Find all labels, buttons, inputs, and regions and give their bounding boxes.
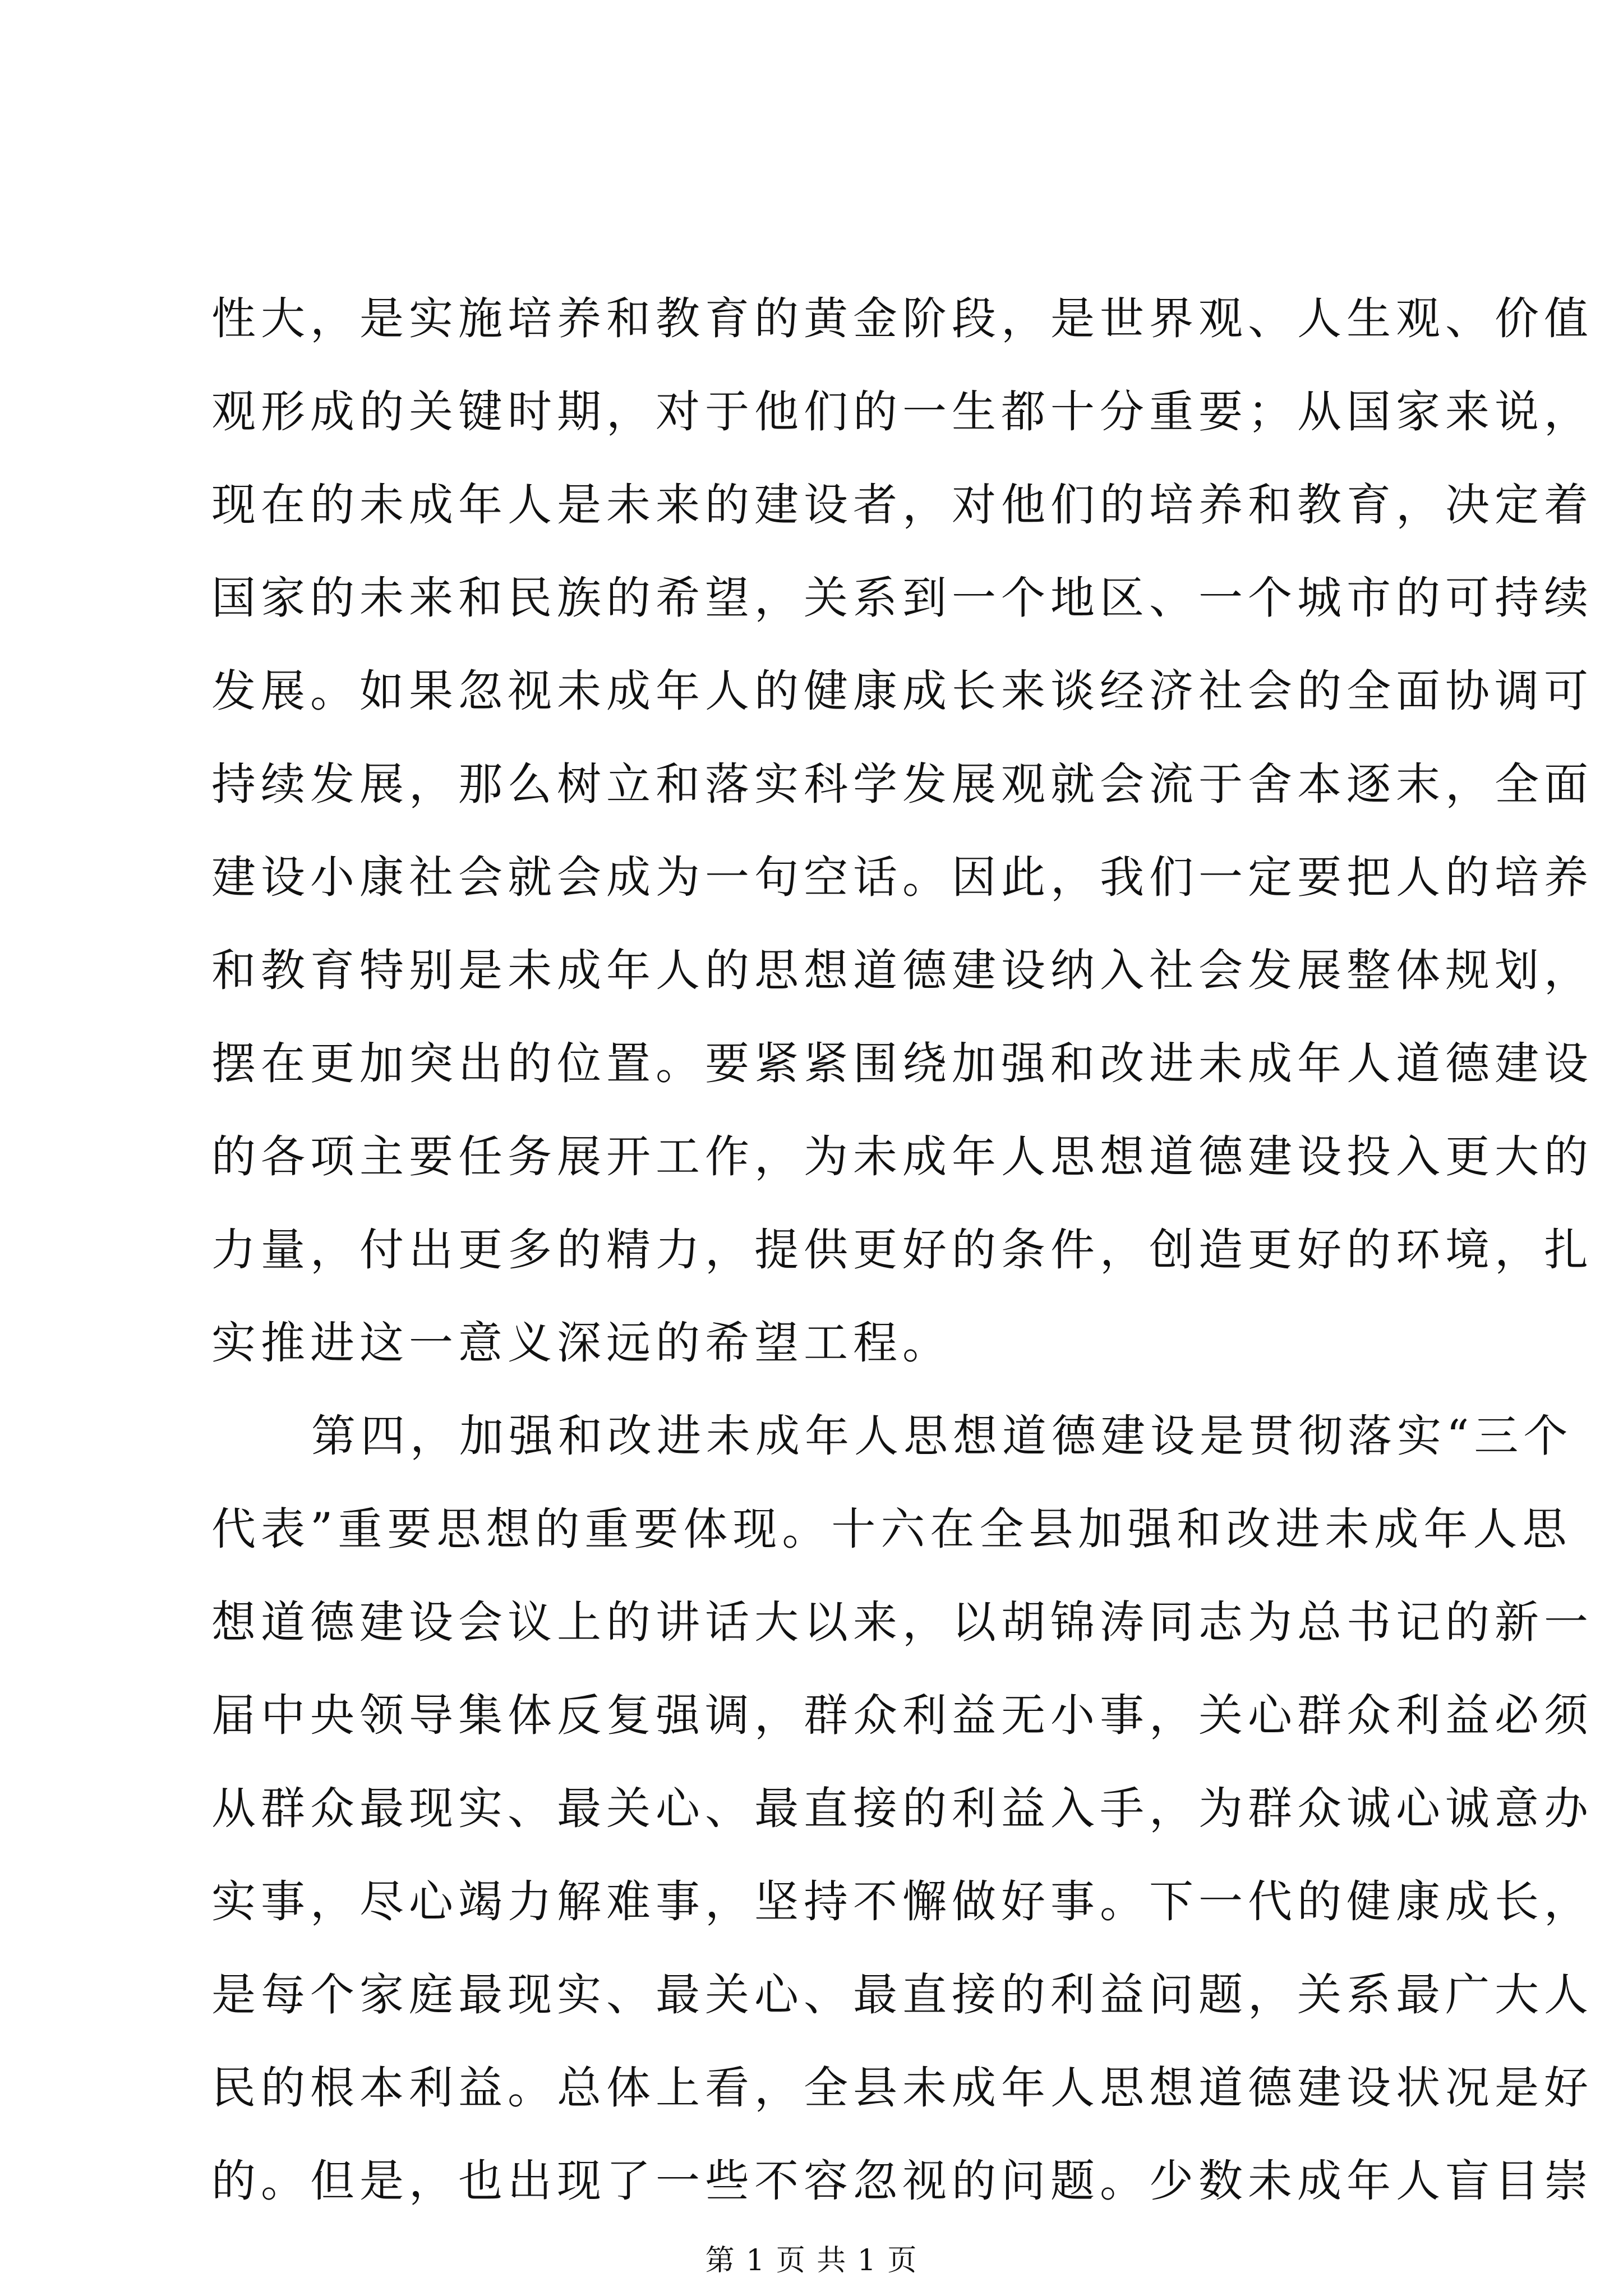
text-line: 实事，尽心竭力解难事，坚持不懈做好事。下一代的健康成长，	[211, 1876, 1593, 1927]
text-line: 届中央领导集体反复强调，群众利益无小事，关心群众利益必须	[211, 1690, 1593, 1741]
text-line: 是每个家庭最现实、最关心、最直接的利益问题，关系最广大人	[211, 1969, 1593, 2021]
text-line: 国家的未来和民族的希望，关系到一个地区、一个城市的可持续	[211, 572, 1593, 624]
page-footer: 第 1 页 共 1 页	[705, 2244, 918, 2277]
text-line: 民的根本利益。总体上看，全县未成年人思想道德建设状况是好	[211, 2062, 1593, 2114]
text-line: 力量，付出更多的精力，提供更好的条件，创造更好的环境，扎	[211, 1224, 1593, 1276]
text-line: 摆在更加突出的位置。要紧紧围绕加强和改进未成年人道德建设	[211, 1038, 1593, 1089]
text-line: 性大，是实施培养和教育的黄金阶段，是世界观、人生观、价值	[211, 293, 1593, 344]
text-line: 和教育特别是未成年人的思想道德建设纳入社会发展整体规划，	[211, 945, 1593, 996]
text-line: 实推进这一意义深远的希望工程。	[211, 1317, 952, 1369]
text-line: 持续发展，那么树立和落实科学发展观就会流于舍本逐末，全面	[211, 758, 1593, 810]
text-line: 建设小康社会就会成为一句空话。因此，我们一定要把人的培养	[211, 852, 1593, 903]
text-line: 的。但是，也出现了一些不容忽视的问题。少数未成年人盲目崇	[211, 2155, 1593, 2207]
text-line: 代表”重要思想的重要体现。十六在全县加强和改进未成年人思	[211, 1503, 1572, 1555]
text-line: 从群众最现实、最关心、最直接的利益入手，为群众诚心诚意办	[211, 1783, 1593, 1834]
text-line: 观形成的关键时期，对于他们的一生都十分重要；从国家来说，	[211, 386, 1593, 438]
paragraph-start-line: 第四，加强和改进未成年人思想道德建设是贯彻落实“三个	[311, 1410, 1573, 1462]
text-line: 的各项主要任务展开工作，为未成年人思想道德建设投入更大的	[211, 1131, 1593, 1182]
text-line: 现在的未成年人是未来的建设者，对他们的培养和教育，决定着	[211, 479, 1593, 531]
text-line: 想道德建设会议上的讲话大以来，以胡锦涛同志为总书记的新一	[211, 1596, 1593, 1648]
text-line: 发展。如果忽视未成年人的健康成长来谈经济社会的全面协调可	[211, 665, 1593, 717]
